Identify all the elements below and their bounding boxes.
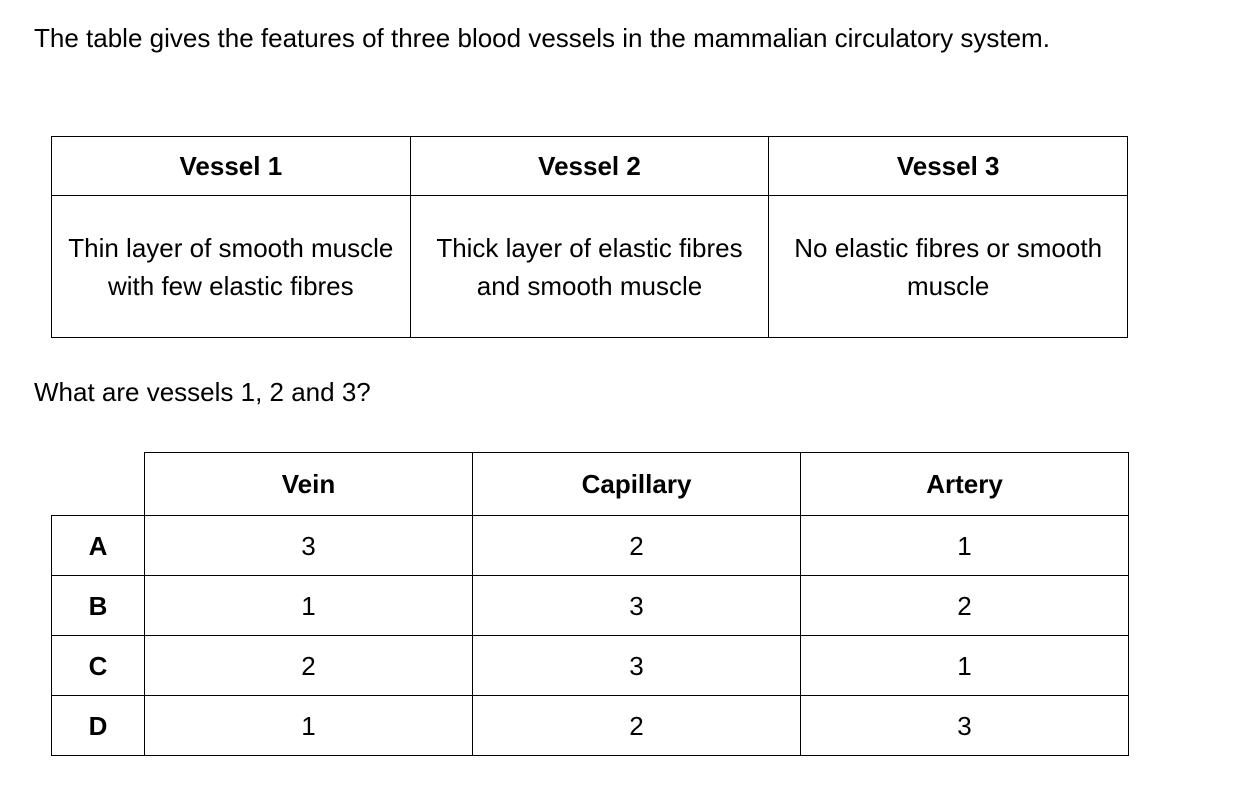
- vessel-3-description: No elastic fibres or smooth muscle: [769, 196, 1128, 338]
- option-row-b[interactable]: [52, 576, 1129, 636]
- vein-value: 2: [145, 636, 473, 696]
- vessel-1-header: Vessel 1: [52, 137, 411, 196]
- option-letter: D: [52, 696, 145, 756]
- capillary-value: 3: [473, 636, 801, 696]
- option-row-c[interactable]: [52, 636, 1129, 696]
- artery-value: 3: [801, 696, 1129, 756]
- vein-value: 1: [145, 576, 473, 636]
- blank-corner-cell: [52, 453, 145, 516]
- vessel-2-description: Thick layer of elastic fibres and smooth muscle: [410, 196, 769, 338]
- vein-value: 3: [145, 516, 473, 576]
- artery-value: 1: [801, 516, 1129, 576]
- capillary-header: Capillary: [473, 453, 801, 516]
- answer-options-table: [51, 452, 1129, 756]
- features-header-row: [52, 137, 1128, 196]
- intro-text: The table gives the features of three blood vessels in the mammalian circulatory system.: [34, 23, 1050, 53]
- artery-header: Artery: [801, 453, 1129, 516]
- option-letter: A: [52, 516, 145, 576]
- question-text: What are vessels 1, 2 and 3?: [34, 377, 371, 407]
- artery-value: 1: [801, 636, 1129, 696]
- vessel-1-description: Thin layer of smooth muscle with few elastic fibres: [52, 196, 411, 338]
- vein-value: 1: [145, 696, 473, 756]
- option-row-d[interactable]: [52, 696, 1129, 756]
- capillary-value: 3: [473, 576, 801, 636]
- features-description-row: [52, 196, 1128, 338]
- option-letter: B: [52, 576, 145, 636]
- vein-header: Vein: [145, 453, 473, 516]
- capillary-value: 2: [473, 696, 801, 756]
- artery-value: 2: [801, 576, 1129, 636]
- vessel-3-header: Vessel 3: [769, 137, 1128, 196]
- answers-header-row: [52, 453, 1129, 516]
- vessel-features-table: [51, 136, 1128, 338]
- vessel-2-header: Vessel 2: [410, 137, 769, 196]
- option-row-a[interactable]: [52, 516, 1129, 576]
- option-letter: C: [52, 636, 145, 696]
- capillary-value: 2: [473, 516, 801, 576]
